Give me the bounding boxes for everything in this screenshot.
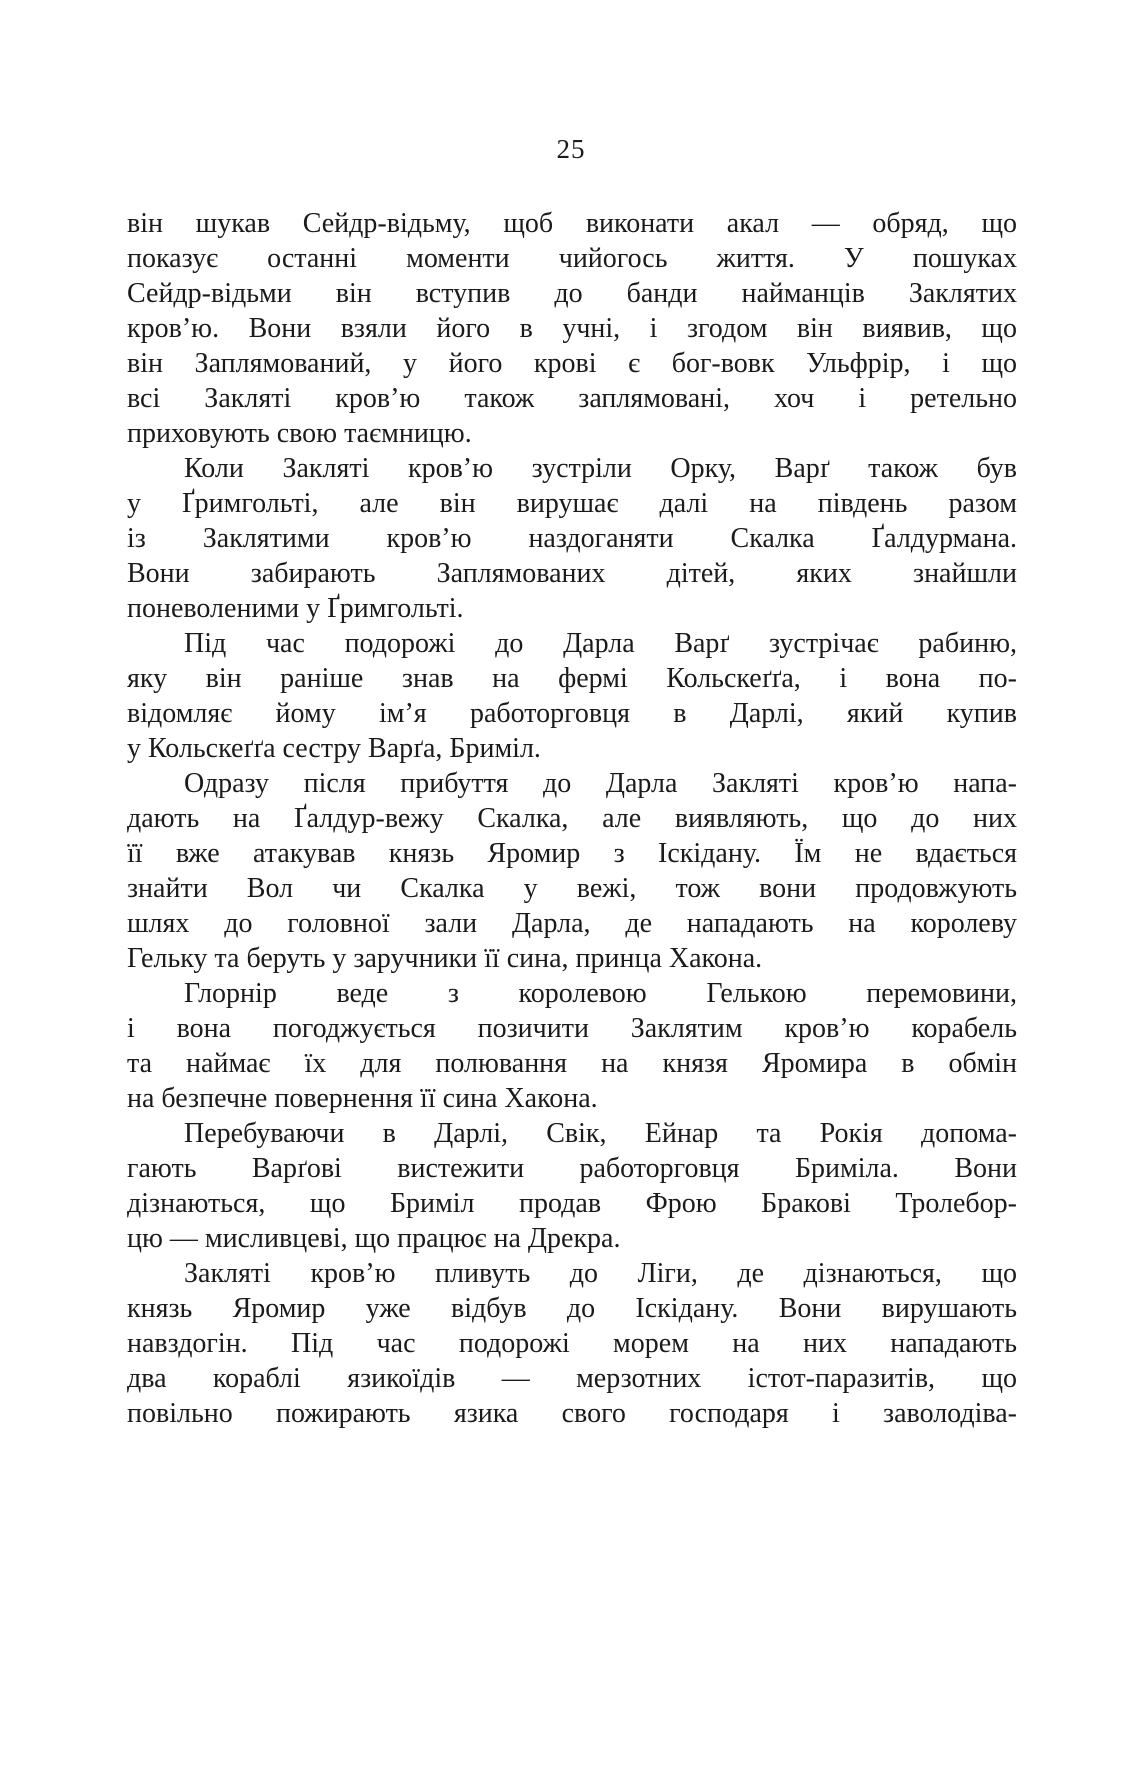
text-line: показує останні моменти чийогось життя. У пошуках [127, 243, 1017, 274]
text-line: Коли Закляті кров’ю зустріли Орку, Варґ також був [184, 453, 1017, 484]
text-line: кров’ю. Вони взяли його в учні, і згодом він виявив, що [127, 313, 1017, 344]
text-line: він шукав Сейдр-відьму, щоб виконати акал — обряд, що [127, 208, 1017, 239]
page-number: 25 [556, 134, 586, 164]
text-line: Перебуваючи в Дарлі, Свік, Ейнар та Рокія допома- [184, 1118, 1017, 1149]
paragraph [127, 626, 1017, 766]
text-line: всі Закляті кров’ю також заплямовані, хоч і ретельно [127, 383, 1017, 414]
text-line: Глорнір веде з королевою Гелькою перемовини, [184, 978, 1017, 1009]
paragraph [127, 1116, 1017, 1256]
paragraph [127, 766, 1017, 976]
text-line: її вже атакував князь Яромир з Іскідану. Їм не вдається [127, 838, 1017, 869]
text-line: і вона погоджується позичити Заклятим кров’ю корабель [127, 1013, 1017, 1044]
text-line: та наймає їх для полювання на князя Яромира в обмін [127, 1048, 1017, 1079]
text-line: навздогін. Під час подорожі морем на них нападають [127, 1328, 1017, 1359]
text-line: повільно пожирають язика свого господаря і заволодіва- [127, 1398, 1017, 1429]
text-line: шлях до головної зали Дарла, де нападають на королеву [127, 908, 1017, 939]
paragraph [127, 1256, 1017, 1431]
paragraph [127, 451, 1017, 626]
text-line: у Кольскеґґа сестру Варґа, Бриміл. [127, 733, 541, 764]
text-line: Закляті кров’ю пливуть до Ліги, де дізнаються, що [184, 1258, 1017, 1289]
text-line: яку він раніше знав на фермі Кольскеґґа, і вона по- [127, 663, 1017, 694]
text-line: у Ґримгольті, але він вирушає далі на південь разом [127, 488, 1017, 519]
text-line: Вони забирають Заплямованих дітей, яких знайшли [127, 558, 1017, 589]
text-line: Гельку та беруть у заручники її сина, принца Хакона. [127, 943, 763, 974]
text-line: із Заклятими кров’ю наздоганяти Скалка Ґалдурмана. [127, 523, 1017, 554]
text-line: Одразу після прибуття до Дарла Закляті кров’ю напа- [184, 768, 1017, 799]
text-line: знайти Вол чи Скалка у вежі, тож вони продовжують [127, 873, 1017, 904]
paragraph [127, 976, 1017, 1116]
page-text [127, 206, 1017, 1431]
text-line: дізнаються, що Бриміл продав Фрою Бракові Тролебор- [127, 1188, 1017, 1219]
text-line: князь Яромир уже відбув до Іскідану. Вони вирушають [127, 1293, 1017, 1324]
text-line: на безпечне повернення її сина Хакона. [127, 1083, 598, 1114]
text-line: Під час подорожі до Дарла Варґ зустрічає рабиню, [184, 628, 1017, 659]
text-line: відомляє йому ім’я работорговця в Дарлі, який купив [127, 698, 1017, 729]
text-line: поневоленими у Ґримгольті. [127, 593, 464, 624]
text-line: дають на Ґалдур-вежу Скалка, але виявляють, що до них [127, 803, 1017, 834]
text-line: два кораблі язикоїдів — мерзотних істот-паразитів, що [127, 1363, 1017, 1394]
paragraph [127, 206, 1017, 451]
text-line: приховують свою таємницю. [127, 418, 472, 449]
text-line: гають Варґові вистежити работорговця Бриміла. Вони [127, 1153, 1017, 1184]
text-line: він Заплямований, у його крові є бог-вовк Ульфрір, і що [127, 348, 1017, 379]
text-line: Сейдр-відьми він вступив до банди найманців Заклятих [127, 278, 1017, 309]
text-line: цю — мисливцеві, що працює на Дрекра. [127, 1223, 621, 1254]
